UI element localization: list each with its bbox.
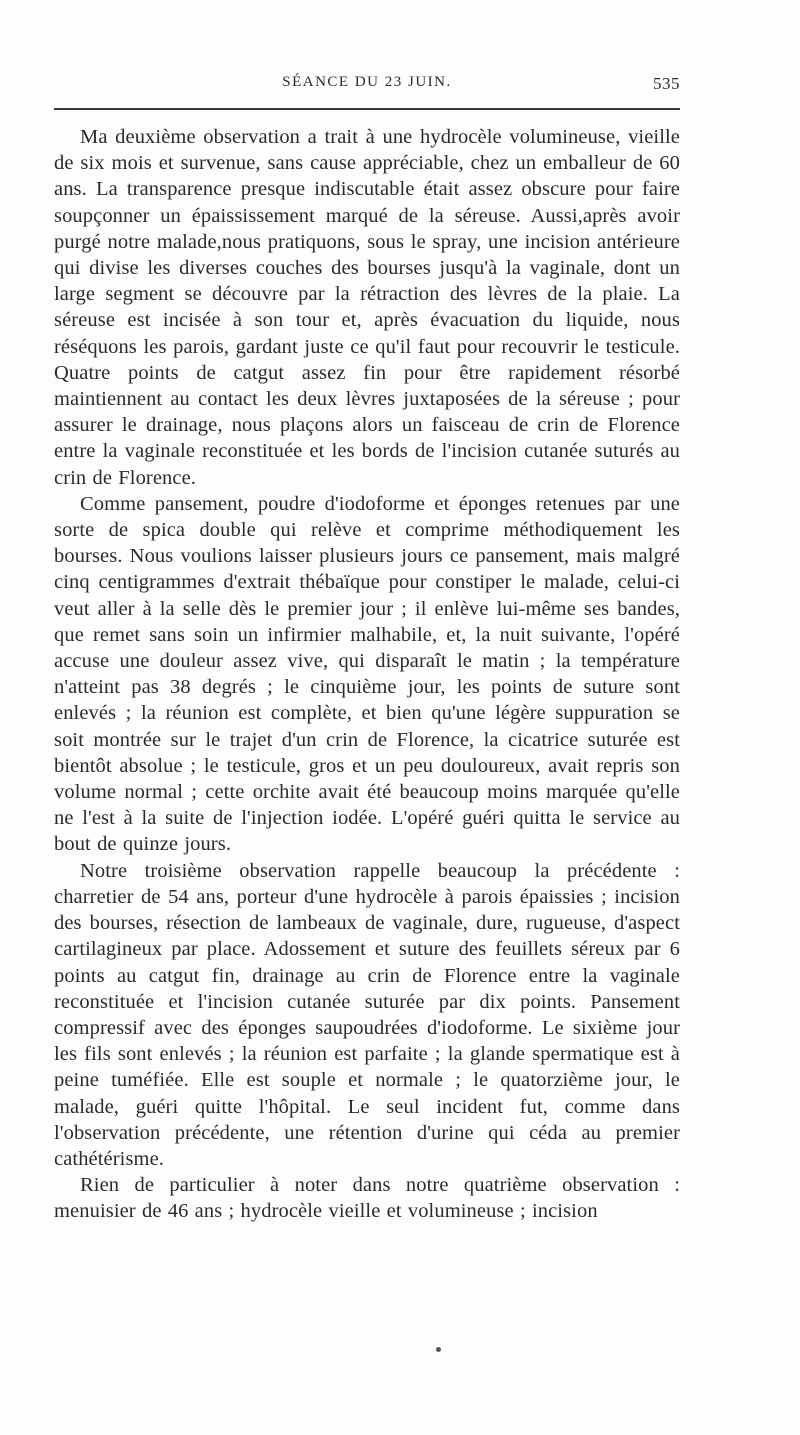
paragraph-second-observation: Ma deuxième observation a trait à une hydrocèle volumineuse, vieille de six mois et survenue, sans cause appréciable, chez un emballeur de 60 ans. La transparence presque indiscutable était assez obscure pour faire soupçonner un épaississement marqué de la séreuse. Aussi,après avoir purgé notre malade,nous pratiquons, sous le spray, une incision antérieure qui divise les diverses couches des bourses jusqu'à la vaginale, dont un large segment se découvre par la rétraction des lèvres de la plaie. La séreuse est incisée à son tour et, après évacuation du liquide, nous réséquons les parois, gardant juste ce qu'il faut pour recouvrir le testicule. Quatre points de catgut assez fin pour être rapidement résorbé maintiennent au contact les deux lèvres juxtaposées de la séreuse ; pour assurer le drainage, nous plaçons alors un faisceau de crin de Florence entre la vaginale reconstituée et les bords de l'incision cutanée suturés au crin de Florence. bbox=[54, 126, 680, 489]
page-header bbox=[54, 74, 680, 100]
header-rule bbox=[54, 108, 680, 110]
body-text bbox=[54, 124, 680, 1225]
paragraph-third-observation: Notre troisième observation rappelle beaucoup la précédente : charretier de 54 ans, porteur d'une hydrocèle à parois épaissies ; incision des bourses, résection de lambeaux de vaginale, dure, rugueuse, d'aspect cartilagineux par place. Adossement et suture des feuillets séreux par 6 points au catgut fin, drainage au crin de Florence entre la vaginale reconstituée et l'incision cutanée suturée par dix points. Pansement compressif avec des éponges saupoudrées d'iodoforme. Le sixième jour les fils sont enlevés ; la réunion est parfaite ; la glande spermatique est à peine tuméfiée. Elle est souple et normale ; le quatorzième jour, le malade, guéri quitte l'hôpital. Le seul incident fut, comme dans l'observation précédente, une rétention d'urine qui céda au premier cathétérisme. bbox=[54, 859, 680, 1170]
paragraph-fourth-observation: Rien de particulier à noter dans notre quatrième observation : menuisier de 46 ans ; hydrocèle vieille et volumineuse ; incision bbox=[54, 1174, 680, 1223]
paragraph-dressing: Comme pansement, poudre d'iodoforme et éponges retenues par une sorte de spica double qui relève et comprime méthodiquement les bourses. Nous voulions laisser plusieurs jours ce pansement, mais malgré cinq centigrammes d'extrait thébaïque pour constiper le malade, celui-ci veut aller à la selle dès le premier jour ; il enlève lui-même ses bandes, que remet sans soin un infirmier malhabile, et, la nuit suivante, l'opéré accuse une douleur assez vive, qui disparaît le matin ; la température n'atteint pas 38 degrés ; le cinquième jour, les points de suture sont enlevés ; la réunion est complète, et bien qu'une légère suppuration se soit montrée sur le trajet d'un crin de Florence, la cicatrice suturée est bientôt absolue ; le testicule, gros et un peu douloureux, avait repris son volume normal ; cette orchite avait été beaucoup moins marquée qu'elle ne l'est à la suite de l'injection iodée. L'opéré guéri quitta le service au bout de quinze jours. bbox=[54, 492, 680, 856]
page-number: 535 bbox=[653, 74, 680, 93]
running-head: SÉANCE DU 23 JUIN. bbox=[282, 74, 452, 90]
ink-speck bbox=[436, 1347, 441, 1352]
